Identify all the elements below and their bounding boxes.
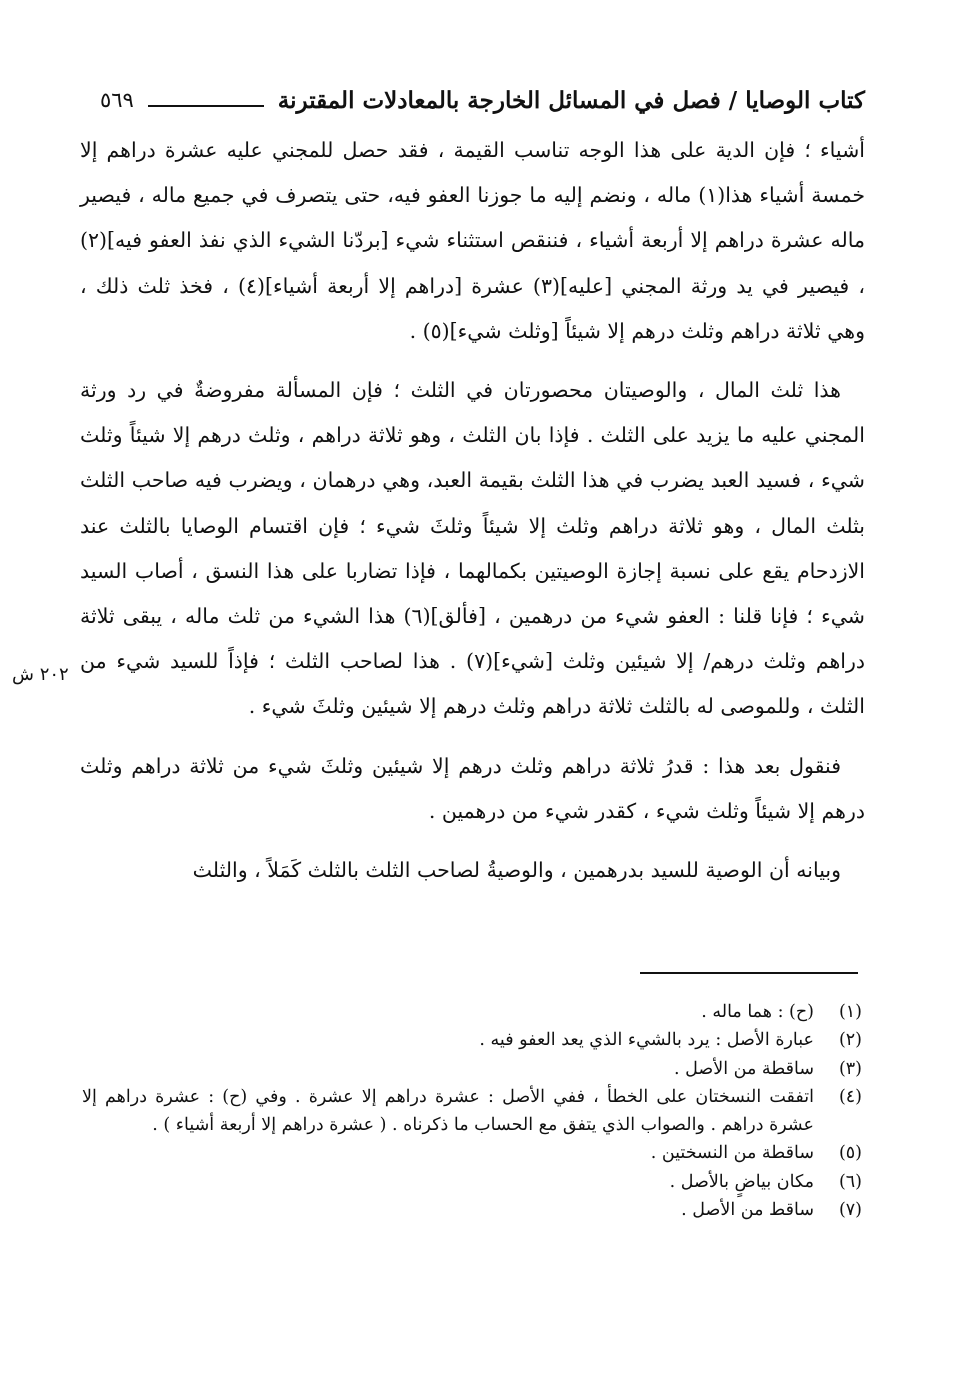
footnotes bbox=[82, 998, 862, 1224]
footnote-number: (٥) bbox=[838, 1143, 862, 1164]
footnote-text: (ح) : هما ماله . bbox=[701, 1002, 814, 1022]
footnote bbox=[82, 998, 862, 1026]
running-title: كتاب الوصايا / فصل في المسائل الخارجة بالمعادلات المقترنة bbox=[277, 86, 865, 114]
footnote-number: (٣) bbox=[838, 1058, 862, 1079]
footnote-number: (٧) bbox=[838, 1200, 862, 1221]
footnote bbox=[82, 1026, 862, 1054]
footnote-text: مكان بياضٍ بالأصل . bbox=[669, 1171, 814, 1192]
paragraph: وبيانه أن الوصية للسيد بدرهمين ، والوصيةُ لصاحب الثلث بالثلث كَمَلاً ، والثلث bbox=[192, 858, 841, 883]
paragraph: فنقول بعد هذا : قدرُ ثلاثة دراهم وثلث درهم إلا شيئين وثلثَ شيء من ثلاثة دراهم وثلث درهم إلا شيئاً وثلث شيء ، كقدر شيء من درهمين . bbox=[80, 753, 865, 823]
footnote-text: ساقطة من الأصل . bbox=[674, 1058, 814, 1079]
manuscript-folio-note: ٢٠٢ ش bbox=[12, 664, 69, 685]
footnote-text: ساقط من الأصل . bbox=[681, 1200, 814, 1221]
running-header bbox=[100, 80, 865, 120]
footnote-text: اتفقت النسختان على الخطأ ، ففي الأصل : عشرة دراهم إلا عشرة . وفي (ح) : عشرة دراهم إلا عشرة دراهم . والصواب الذي يتفق مع الحساب ما ذكرناه . ( عشرة دراهم إلا أربعة أشياء ) . bbox=[82, 1086, 814, 1136]
footnote-text: عبارة الأصل : يرد بالشيء الذي يعد العفو فيه . bbox=[479, 1030, 814, 1051]
footnote-number: (٦) bbox=[838, 1171, 862, 1192]
footnote bbox=[82, 1139, 862, 1167]
footnote-number: (١) bbox=[838, 1002, 862, 1022]
paragraph: أشياء ؛ فإن الدية على هذا الوجه تناسب القيمة ، فقد حصل للمجني عليه عشرة دراهم إلا خمسة أشياء هذا(١) ماله ، ونضم إليه ما جوزنا العفو فيه، حتى يتصرف في جميع ماله ، فيصير ماله عشرة دراهم إلا أربعة أشياء ، فننقص استثناء شيء [بردّنا الشيء الذي نفذ العفو فيه](٢) ، فيصير في يد ورثة المجني [عليه](٣) عشرة [دراهم إلا أربعة أشياء](٤) ، فخذ ثلث ذلك ، وهي ثلاثة دراهم وثلث درهم إلا شيئاً [وثلث شيء](٥) . bbox=[80, 138, 865, 343]
paragraph: هذا ثلث المال ، والوصيتان محصورتان في الثلث ؛ فإن المسألة مفروضةٌ في رد ورثة المجني عليه ما يزيد على الثلث . فإذا بان الثلث ، وهو ثلاثة دراهم ، وثلث درهم إلا شيئاً وثلث شيء ، فسيد العبد يضرب في هذا الثلث بقيمة العبد، وهي درهمان ، ويضرب فيه صاحب الثلث بثلث المال ، وهو ثلاثة دراهم وثلث إلا شيئاً وثلثَ شيء ؛ فإن اقتسام الوصايا بالثلث عند الازدحام يقع على نسبة إجازة الوصيتين بكمالهما ، فإذا تضاربا على هذا النسق ، أصاب السيد شيء ؛ فإنا قلنا : العفو شيء من درهمين ، [فألق](٦) هذا الشيء من ثلث ماله ، يبقى ثلاثة دراهم وثلث درهم/ إلا شيئين وثلث [شيء](٧) . هذا لصاحب الثلث ؛ فإذاً للسيد شيء من الثلث ، وللموصى له بالثلث ثلاثة دراهم وثلث درهم إلا شيئين وثلثَ شيء . bbox=[80, 378, 865, 719]
page-number: ٥٦٩ bbox=[100, 88, 134, 112]
footnote-separator bbox=[640, 972, 858, 974]
footnote-number: (٤) bbox=[838, 1086, 862, 1107]
header-rule bbox=[148, 105, 264, 107]
footnote bbox=[82, 1055, 862, 1083]
main-text bbox=[80, 128, 865, 907]
footnote-number: (٢) bbox=[838, 1030, 862, 1051]
footnote bbox=[82, 1168, 862, 1196]
footnote bbox=[82, 1083, 862, 1140]
footnote-text: ساقطة من النسختين . bbox=[650, 1143, 814, 1164]
footnote bbox=[82, 1196, 862, 1224]
